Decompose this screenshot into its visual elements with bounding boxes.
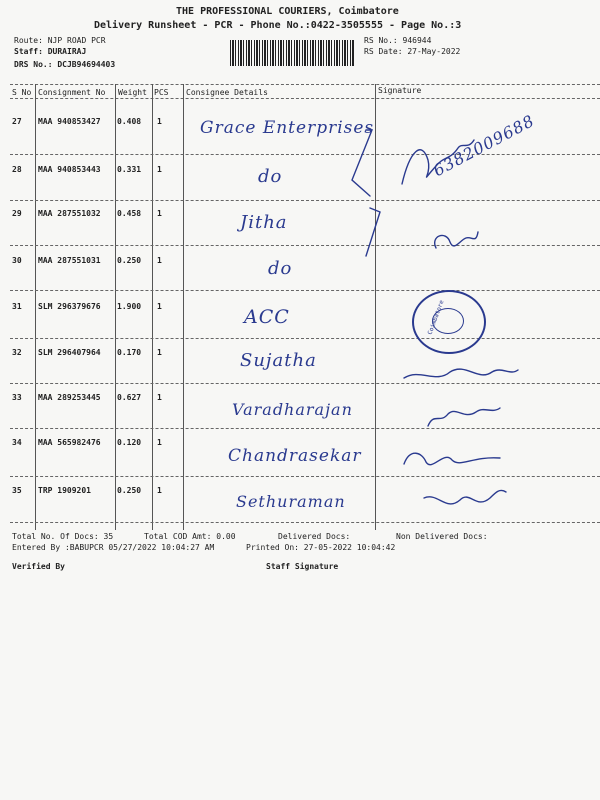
stamp-text: Coimbatore bbox=[426, 299, 446, 336]
row-consignment: MAA 940853443 bbox=[38, 165, 101, 174]
row-sno: 33 bbox=[12, 393, 22, 402]
row-sno: 34 bbox=[12, 438, 22, 447]
row-weight: 0.408 bbox=[117, 117, 142, 126]
runsheet-subtitle: Delivery Runsheet - PCR - Phone No.:0422-3505555 - Page No.:3 bbox=[94, 20, 462, 31]
row-sno: 29 bbox=[12, 209, 22, 218]
col-header-signature: Signature bbox=[378, 86, 422, 95]
row-consignee: Grace Enterprises bbox=[200, 118, 375, 138]
row-consignee: Chandrasekar bbox=[228, 446, 362, 466]
row-sno: 31 bbox=[12, 302, 22, 311]
signature-stroke bbox=[428, 408, 500, 426]
row-pcs: 1 bbox=[157, 348, 162, 357]
signature-stroke bbox=[404, 453, 500, 464]
row-weight: 1.900 bbox=[117, 302, 142, 311]
staff-signature: Staff Signature bbox=[266, 562, 339, 571]
row-sno: 28 bbox=[12, 165, 22, 174]
row-pcs: 1 bbox=[157, 302, 162, 311]
row-weight: 0.170 bbox=[117, 348, 142, 357]
col-header-pcs: PCS bbox=[154, 88, 169, 97]
delivered-docs: Delivered Docs: bbox=[278, 532, 351, 541]
col-divider bbox=[115, 84, 116, 530]
row-weight: 0.250 bbox=[117, 486, 142, 495]
row-consignee: Varadharajan bbox=[232, 400, 353, 419]
total-docs: Total No. Of Docs: 35 bbox=[12, 532, 114, 541]
row-sno: 30 bbox=[12, 256, 22, 265]
row-pcs: 1 bbox=[157, 165, 162, 174]
row-weight: 0.458 bbox=[117, 209, 142, 218]
drs-label: DRS No.: bbox=[14, 60, 53, 69]
col-header-consignment: Consignment No bbox=[38, 88, 106, 97]
barcode bbox=[230, 40, 354, 66]
signature-stroke bbox=[424, 490, 506, 504]
signature-stroke bbox=[435, 232, 478, 248]
row-consignee: Sethuraman bbox=[236, 492, 346, 511]
staff-value: DURAIRAJ bbox=[47, 47, 87, 56]
row-weight: 0.331 bbox=[117, 165, 142, 174]
staff-line bbox=[14, 47, 86, 56]
bracket-mark bbox=[352, 130, 372, 196]
row-consignment: MAA 940853427 bbox=[38, 117, 101, 126]
col-divider bbox=[183, 84, 184, 530]
row-consignment: MAA 289253445 bbox=[38, 393, 101, 402]
table-top-rule bbox=[10, 84, 600, 85]
verified-by: Verified By bbox=[12, 562, 65, 571]
printed-on: Printed On: 27-05-2022 10:04:42 bbox=[246, 543, 396, 552]
row-consignment: TRP 1909201 bbox=[38, 486, 91, 495]
staff-label: Staff: bbox=[14, 47, 43, 56]
non-delivered-docs: Non Delivered Docs: bbox=[396, 532, 488, 541]
col-header-consignee: Consignee Details bbox=[186, 88, 268, 97]
company-title: THE PROFESSIONAL COURIERS, Coimbatore bbox=[176, 6, 399, 17]
row-weight: 0.120 bbox=[117, 438, 142, 447]
row-consignment: SLM 296407964 bbox=[38, 348, 101, 357]
drs-value: DCJB94694403 bbox=[57, 60, 116, 69]
route-label: Route: bbox=[14, 36, 43, 45]
total-cod: Total COD Amt: 0.00 bbox=[144, 532, 236, 541]
row-consignment: MAA 565982476 bbox=[38, 438, 101, 447]
row-consignment: MAA 287551032 bbox=[38, 209, 101, 218]
signature-stroke bbox=[404, 369, 518, 378]
row-consignee: Sujatha bbox=[240, 350, 317, 371]
delivery-stamp bbox=[412, 290, 486, 354]
rs-number: RS No.: 946944 bbox=[364, 36, 432, 45]
row-sno: 35 bbox=[12, 486, 22, 495]
signature-phone: 6382009688 bbox=[430, 110, 538, 181]
row-sno: 32 bbox=[12, 348, 22, 357]
row-consignee: do bbox=[258, 166, 283, 187]
rs-date: RS Date: 27-May-2022 bbox=[364, 47, 461, 56]
col-divider bbox=[35, 84, 36, 530]
row-consignee: Jitha bbox=[240, 212, 288, 233]
header-bottom-rule bbox=[10, 98, 600, 99]
col-divider bbox=[152, 84, 153, 530]
row-weight: 0.627 bbox=[117, 393, 142, 402]
row-consignment: SLM 296379676 bbox=[38, 302, 101, 311]
row-consignment: MAA 287551031 bbox=[38, 256, 101, 265]
row-weight: 0.250 bbox=[117, 256, 142, 265]
row-pcs: 1 bbox=[157, 209, 162, 218]
col-header-sno: S No bbox=[12, 88, 32, 97]
col-header-weight: Weight bbox=[118, 88, 147, 97]
row-pcs: 1 bbox=[157, 438, 162, 447]
row-consignee: ACC bbox=[244, 306, 290, 328]
route-line bbox=[14, 36, 106, 45]
bracket-mark bbox=[366, 208, 380, 256]
row-pcs: 1 bbox=[157, 256, 162, 265]
row-sno: 27 bbox=[12, 117, 22, 126]
drs-line bbox=[14, 60, 115, 69]
row-consignee: do bbox=[268, 258, 293, 279]
row-pcs: 1 bbox=[157, 486, 162, 495]
row-pcs: 1 bbox=[157, 393, 162, 402]
row-pcs: 1 bbox=[157, 117, 162, 126]
entered-by: Entered By :BABUPCR 05/27/2022 10:04:27 AM bbox=[12, 543, 215, 552]
route-value: NJP ROAD PCR bbox=[47, 36, 106, 45]
